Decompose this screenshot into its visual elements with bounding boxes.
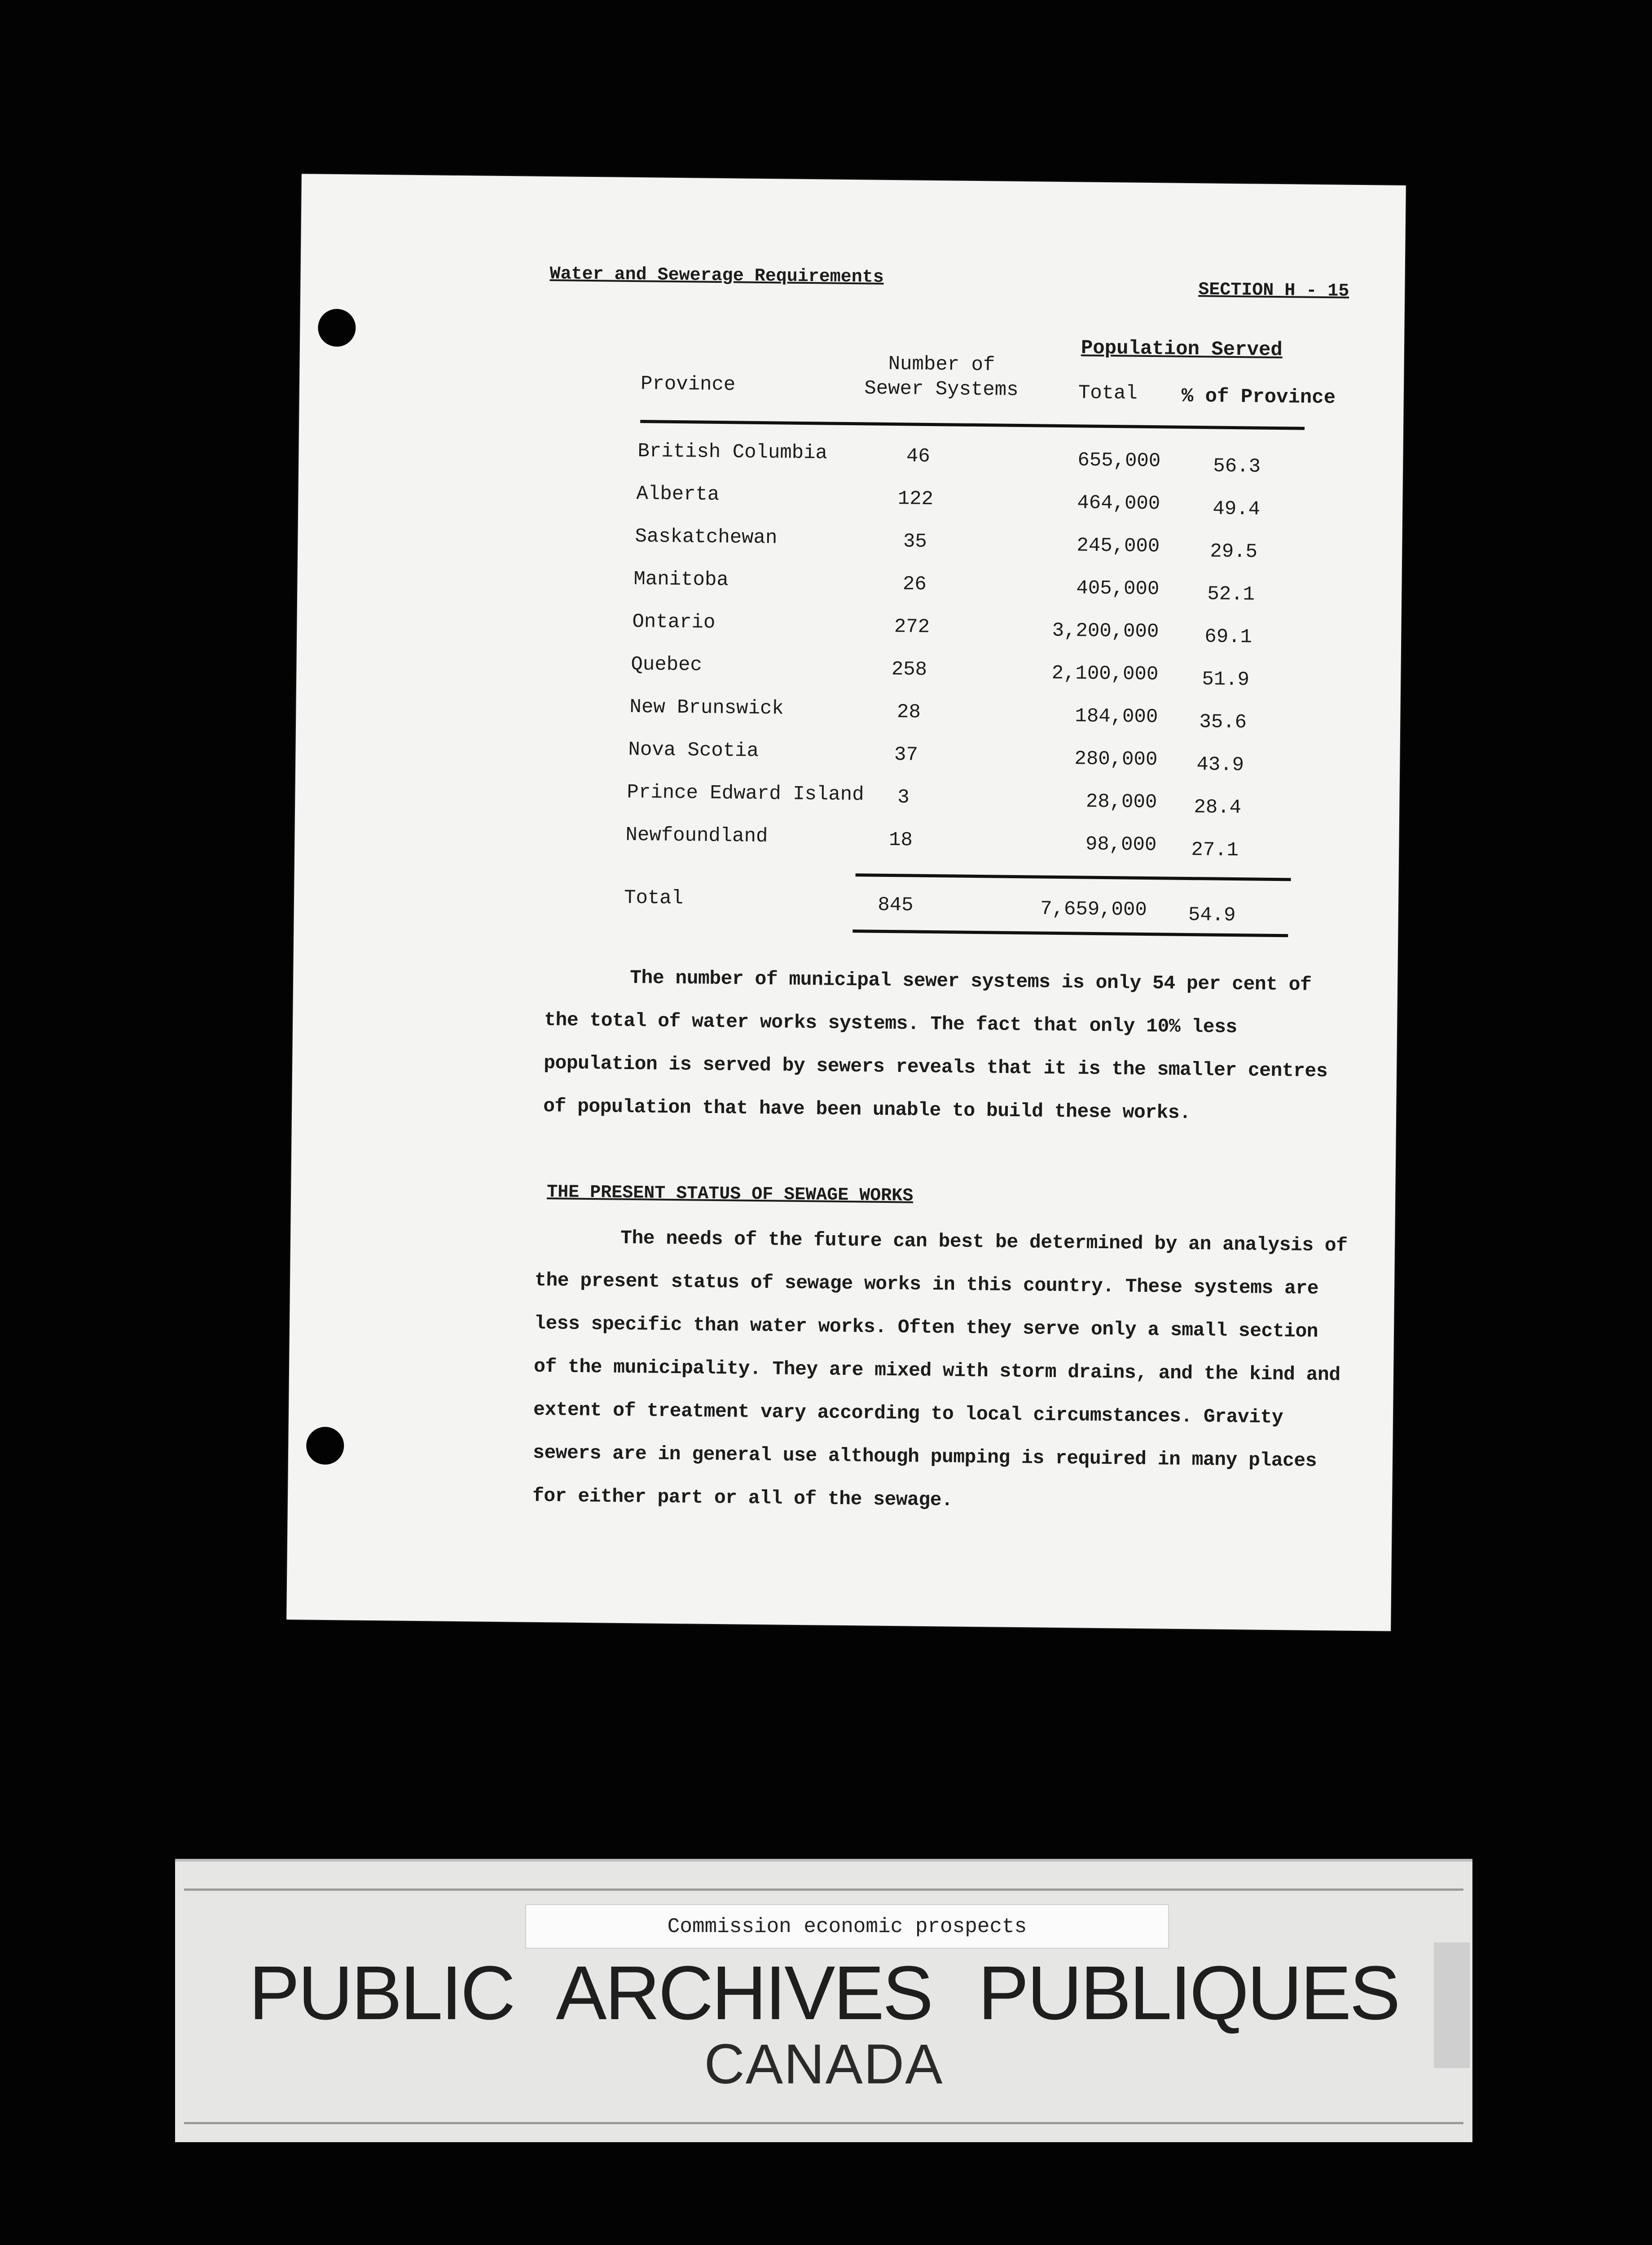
row-province: Quebec — [631, 653, 703, 677]
row-systems: 35 — [903, 530, 927, 553]
row-percent: 43.9 — [1196, 753, 1244, 777]
row-systems: 272 — [894, 616, 930, 638]
row-province: New Brunswick — [629, 696, 784, 720]
row-percent: 28.4 — [1194, 796, 1242, 819]
banner-bottom-line — [184, 2122, 1463, 2124]
row-province: Manitoba — [633, 568, 729, 592]
header-province: Province — [640, 373, 736, 396]
paragraph-sewer-systems: The number of municipal sewer systems is only 54 per cent of the total of water works systems. The fact that only 10% less population is served by sewers reveals that it is the smaller centres of population that have been unable to build these works. — [543, 966, 1328, 1124]
row-total: 464,000 — [1077, 492, 1160, 515]
section-heading: THE PRESENT STATUS OF SEWAGE WORKS — [546, 1182, 914, 1206]
row-percent: 52.1 — [1207, 583, 1255, 606]
row-total: 98,000 — [1085, 833, 1157, 857]
row-systems: 28 — [896, 701, 921, 724]
archive-banner — [175, 1859, 1472, 2142]
running-title: Water and Sewerage Requirements — [549, 264, 884, 288]
row-percent: 51.9 — [1202, 668, 1250, 691]
total-percent: 54.9 — [1188, 903, 1236, 927]
row-total: 184,000 — [1075, 705, 1158, 729]
total-rule-bottom — [852, 929, 1288, 937]
total-population: 7,659,000 — [1040, 898, 1147, 922]
archives-country: CANADA — [704, 2033, 944, 2095]
row-total: 2,100,000 — [1051, 662, 1159, 686]
row-total: 28,000 — [1085, 790, 1157, 814]
document-page — [286, 174, 1406, 1631]
row-total: 280,000 — [1074, 748, 1158, 771]
header-percent: % of Province — [1181, 385, 1336, 409]
row-systems: 37 — [894, 744, 918, 766]
header-systems-line2: Sewer Systems — [864, 377, 1019, 401]
header-rule — [640, 420, 1305, 430]
banner-edge-mark — [1434, 1942, 1470, 2068]
row-province: Prince Edward Island — [627, 781, 864, 806]
row-percent: 69.1 — [1204, 625, 1252, 649]
row-province: British Columbia — [637, 440, 828, 465]
row-systems: 122 — [897, 488, 934, 511]
section-label: SECTION H - 15 — [1198, 280, 1349, 302]
row-province: Saskatchewan — [635, 525, 778, 550]
row-percent: 29.5 — [1210, 540, 1258, 563]
row-total: 405,000 — [1076, 577, 1160, 601]
row-percent: 27.1 — [1191, 839, 1239, 862]
header-population-served: Population Served — [1081, 337, 1283, 362]
row-total: 245,000 — [1076, 534, 1160, 558]
row-systems: 18 — [888, 828, 913, 852]
header-total: Total — [1078, 382, 1138, 405]
row-province: Nova Scotia — [628, 738, 759, 762]
row-systems: 258 — [891, 658, 927, 681]
row-total: 3,200,000 — [1052, 619, 1159, 643]
row-systems: 26 — [902, 573, 927, 596]
total-label: Total — [624, 886, 684, 910]
file-label: Commission economic prospects — [525, 1904, 1169, 1949]
row-systems: 3 — [897, 786, 909, 809]
header-systems-line1: Number of — [888, 352, 995, 377]
total-rule-top — [856, 873, 1291, 881]
paragraph-present-status: The needs of the future can best be determined by an analysis of the present status of sewage works in this country. These systems are less specific than water works. Often they serve only a small section of the municipality. They are mixed with storm drains, and the kind and extent of treatment vary according to local circumstances. Gravity sewers are in general use although pumping is required in many places for either part or all of the sewage. — [532, 1227, 1348, 1511]
archives-title: PUBLIC ARCHIVES PUBLIQUES — [249, 1950, 1399, 2036]
row-percent: 35.6 — [1199, 711, 1247, 734]
row-province: Alberta — [636, 483, 720, 506]
total-systems: 845 — [878, 894, 914, 917]
row-total: 655,000 — [1077, 449, 1161, 473]
row-percent: 49.4 — [1213, 497, 1261, 521]
row-province: Ontario — [632, 610, 716, 634]
banner-top-line — [184, 1888, 1463, 1891]
row-systems: 46 — [906, 445, 931, 468]
row-province: Newfoundland — [625, 823, 768, 848]
row-percent: 56.3 — [1213, 455, 1261, 478]
